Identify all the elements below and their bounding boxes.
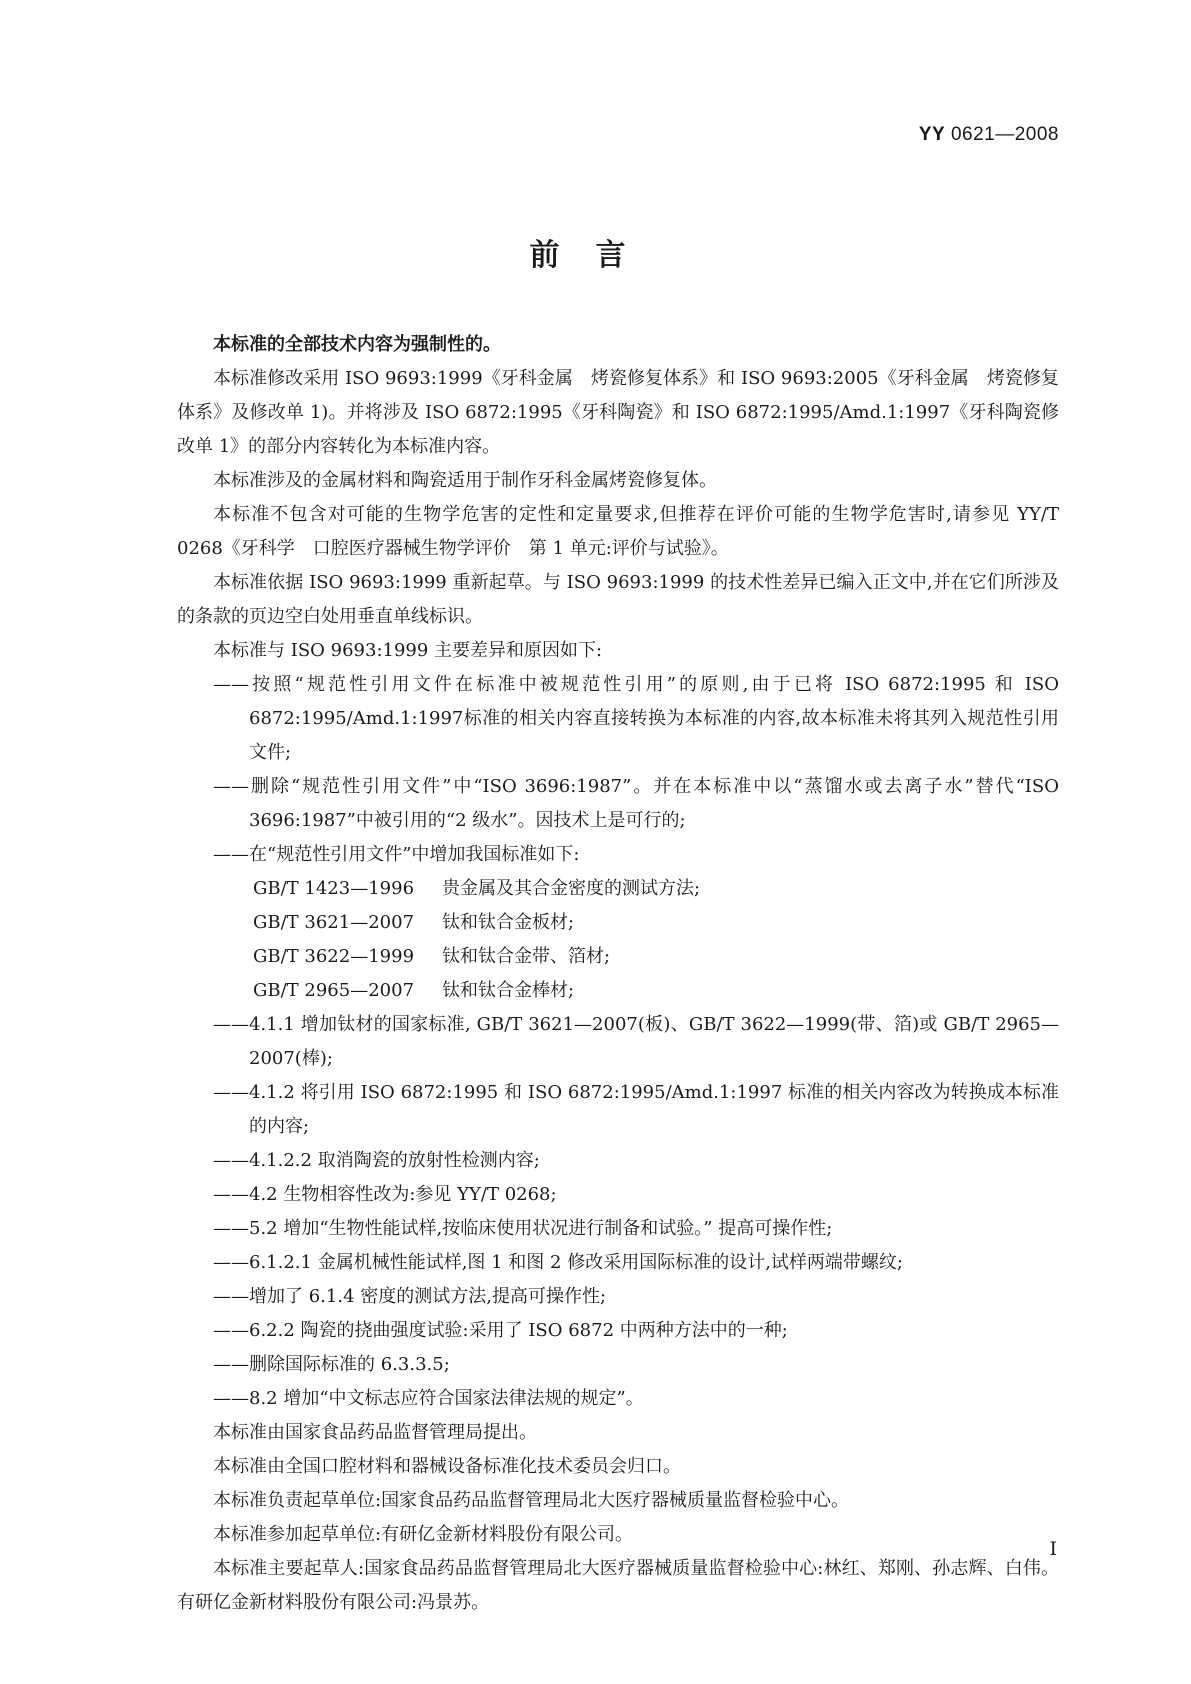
list-item: ——5.2 增加“生物性能试样,按临床使用状况进行制备和试验。” 提高可操作性;	[213, 1218, 833, 1239]
list-item: ——增加了 6.1.4 密度的测试方法,提高可操作性;	[213, 1286, 607, 1307]
standard-name: 钛和钛合金板材;	[442, 912, 575, 933]
list-item: ——删除“规范性引用文件”中“ISO 3696:1987”。并在本标准中以“蒸馏水或去离子水”替代“ISO 3696:1987”中被引用的“2 级水”。因技术上是可行的;	[213, 776, 1059, 831]
list-item: ——4.1.1 增加钛材的国家标准, GB/T 3621—2007(板)、GB/T 3622—1999(带、箔)或 GB/T 2965—2007(棒);	[213, 1014, 1059, 1069]
document-code-prefix: YY	[918, 124, 946, 145]
document-code	[919, 124, 1059, 146]
paragraph: 本标准的全部技术内容为强制性的。	[213, 334, 501, 355]
list-item: ——4.1.2 将引用 ISO 6872:1995 和 ISO 6872:1995/Amd.1:1997 标准的相关内容改为转换成本标准的内容;	[213, 1082, 1059, 1137]
standard-name: 钛和钛合金棒材;	[442, 980, 575, 1001]
paragraph: 本标准负责起草单位:国家食品药品监督管理局北大医疗器械质量监督检验中心。	[213, 1490, 850, 1511]
preface-body	[177, 328, 1059, 1620]
page-title: 前言	[529, 238, 662, 273]
difference-list	[177, 668, 1059, 1416]
standard-name: 钛和钛合金带、箔材;	[442, 946, 611, 967]
list-item: ——4.2 生物相容性改为:参见 YY/T 0268;	[213, 1184, 557, 1205]
added-standards-list	[213, 872, 1059, 1008]
standard-row	[253, 940, 1059, 974]
list-item: ——在“规范性引用文件”中增加我国标准如下:	[213, 844, 580, 865]
list-item: ——4.1.2.2 取消陶瓷的放射性检测内容;	[213, 1150, 540, 1171]
list-item: ——6.2.2 陶瓷的挠曲强度试验:采用了 ISO 6872 中两种方法中的一种;	[213, 1320, 788, 1341]
paragraph: 本标准参加起草单位:有研亿金新材料股份有限公司。	[213, 1524, 634, 1545]
standard-name: 贵金属及其合金密度的测试方法;	[442, 878, 701, 899]
standard-code: GB/T 3622—1999	[253, 946, 415, 967]
page-number: I	[1049, 1538, 1057, 1560]
paragraph: 本标准修改采用 ISO 9693:1999《牙科金属 烤瓷修复体系》和 ISO 9693:2005《牙科金属 烤瓷修复体系》及修改单 1)。并将涉及 ISO 6872:1995《牙科陶瓷》和 ISO 6872:1995/Amd.1:1997《牙科陶瓷修改单 1》的部分内容转化为本标准内容。	[177, 368, 1059, 457]
standard-code: GB/T 1423—1996	[253, 878, 415, 899]
list-item: ——删除国际标准的 6.3.3.5;	[213, 1354, 450, 1375]
list-item: ——6.1.2.1 金属机械性能试样,图 1 和图 2 修改采用国际标准的设计,试样两端带螺纹;	[213, 1252, 903, 1273]
paragraph: 本标准主要起草人:国家食品药品监督管理局北大医疗器械质量监督检验中心:林红、郑刚、孙志辉、白伟。有研亿金新材料股份有限公司:冯景苏。	[177, 1558, 1059, 1613]
paragraph: 本标准依据 ISO 9693:1999 重新起草。与 ISO 9693:1999 的技术性差异已编入正文中,并在它们所涉及的条款的页边空白处用垂直单线标识。	[177, 572, 1059, 627]
standard-code: GB/T 2965—2007	[253, 980, 415, 1001]
paragraph: 本标准由国家食品药品监督管理局提出。	[213, 1422, 537, 1443]
paragraph: 本标准不包含对可能的生物学危害的定性和定量要求,但推荐在评价可能的生物学危害时,请参见 YY/T 0268《牙科学 口腔医疗器械生物学评价 第 1 单元:评价与试验》。	[177, 504, 1059, 559]
standard-row	[253, 906, 1059, 940]
paragraph: 本标准涉及的金属材料和陶瓷适用于制作牙科金属烤瓷修复体。	[213, 470, 717, 491]
standard-row	[253, 974, 1059, 1008]
list-item: ——按照“规范性引用文件在标准中被规范性引用”的原则,由于已将 ISO 6872:1995 和 ISO 6872:1995/Amd.1:1997标准的相关内容直接转换为本标准的内容,故本标准未将其列入规范性引用文件;	[213, 674, 1059, 763]
standard-code: GB/T 3621—2007	[253, 912, 415, 933]
document-code-number: 0621—2008	[950, 124, 1059, 145]
paragraph: 本标准与 ISO 9693:1999 主要差异和原因如下:	[213, 640, 603, 661]
paragraph: 本标准由全国口腔材料和器械设备标准化技术委员会归口。	[213, 1456, 681, 1477]
list-item: ——8.2 增加“中文标志应符合国家法律法规的规定”。	[213, 1388, 644, 1409]
standard-row	[253, 872, 1059, 906]
